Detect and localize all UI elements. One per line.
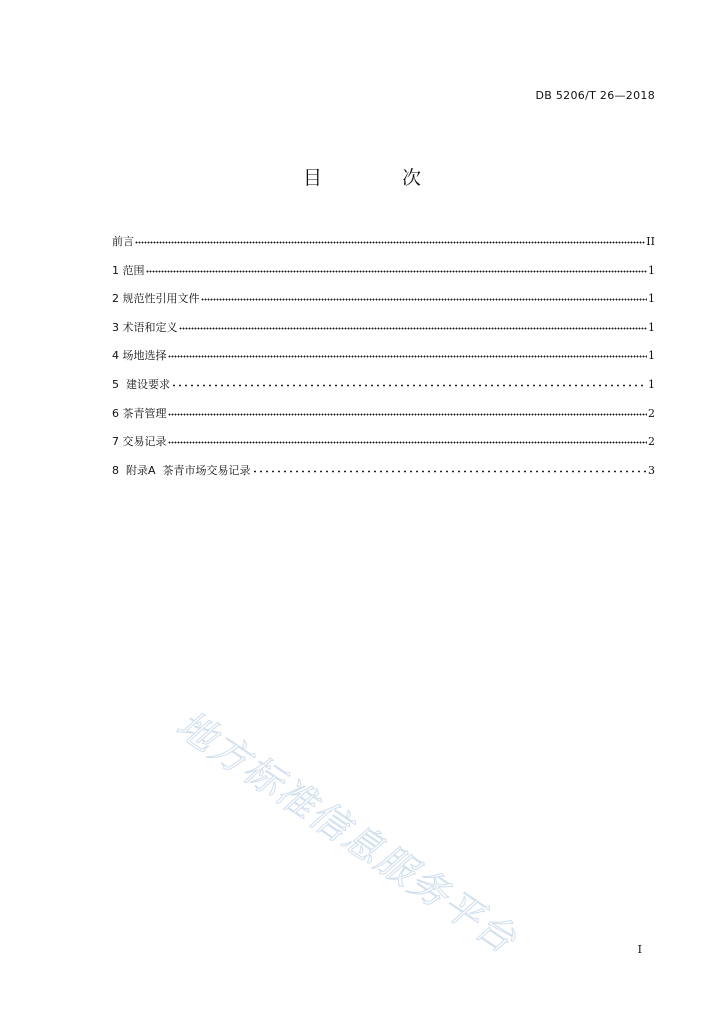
toc-page-number: 1 [648,292,655,306]
toc-entry-label: 前言 [112,235,134,248]
toc-dot-leader [168,433,648,445]
toc-entry-label: 8 附录A 茶青市场交易记录 [112,463,251,477]
standard-code: DB 5206/T 26—2018 [535,89,655,102]
toc-entry-construction-requirements[interactable] [112,376,655,405]
toc-page-number: 3 [648,463,655,477]
toc-entry-label: 3 术语和定义 [112,320,178,334]
watermark-text: 地方标准信息服务平台 [168,702,525,963]
toc-dot-leader [171,376,647,388]
toc-entry-label: 4 场地选择 [112,349,167,363]
toc-entry-scope[interactable] [112,262,655,291]
toc-dot-leader [168,347,648,359]
toc-dot-leader [135,233,645,245]
toc-entry-label: 6 茶青管理 [112,406,167,420]
toc-page-number: 2 [648,406,655,420]
toc-entry-site-selection[interactable] [112,347,655,376]
toc-entry-normative-references[interactable] [112,290,655,319]
toc-page-number: 1 [648,349,655,363]
toc-page-number: 1 [648,263,655,277]
toc-entry-terms-definitions[interactable] [112,319,655,348]
page-title: 目 次 [302,167,459,189]
toc-page-number: 1 [648,377,655,391]
toc-entry-foreword[interactable] [112,233,655,262]
toc-entry-label: 5 建设要求 [112,377,170,391]
footer-page-number: I [637,943,642,956]
toc-entry-fresh-leaf-management[interactable] [112,405,655,434]
table-of-contents [112,233,655,490]
toc-page-number: 2 [648,435,655,449]
toc-entry-label: 7 交易记录 [112,435,167,449]
toc-dot-leader [146,262,648,274]
toc-dot-leader [252,462,647,474]
toc-entry-label: 2 规范性引用文件 [112,292,200,306]
toc-dot-leader [168,405,648,417]
toc-entry-transaction-records[interactable] [112,433,655,462]
toc-page-number: II [646,235,655,248]
toc-dot-leader [201,290,648,302]
toc-entry-label: 1 范围 [112,263,145,277]
toc-entry-appendix-a[interactable] [112,462,655,491]
toc-page-number: 1 [648,320,655,334]
toc-dot-leader [179,319,648,331]
